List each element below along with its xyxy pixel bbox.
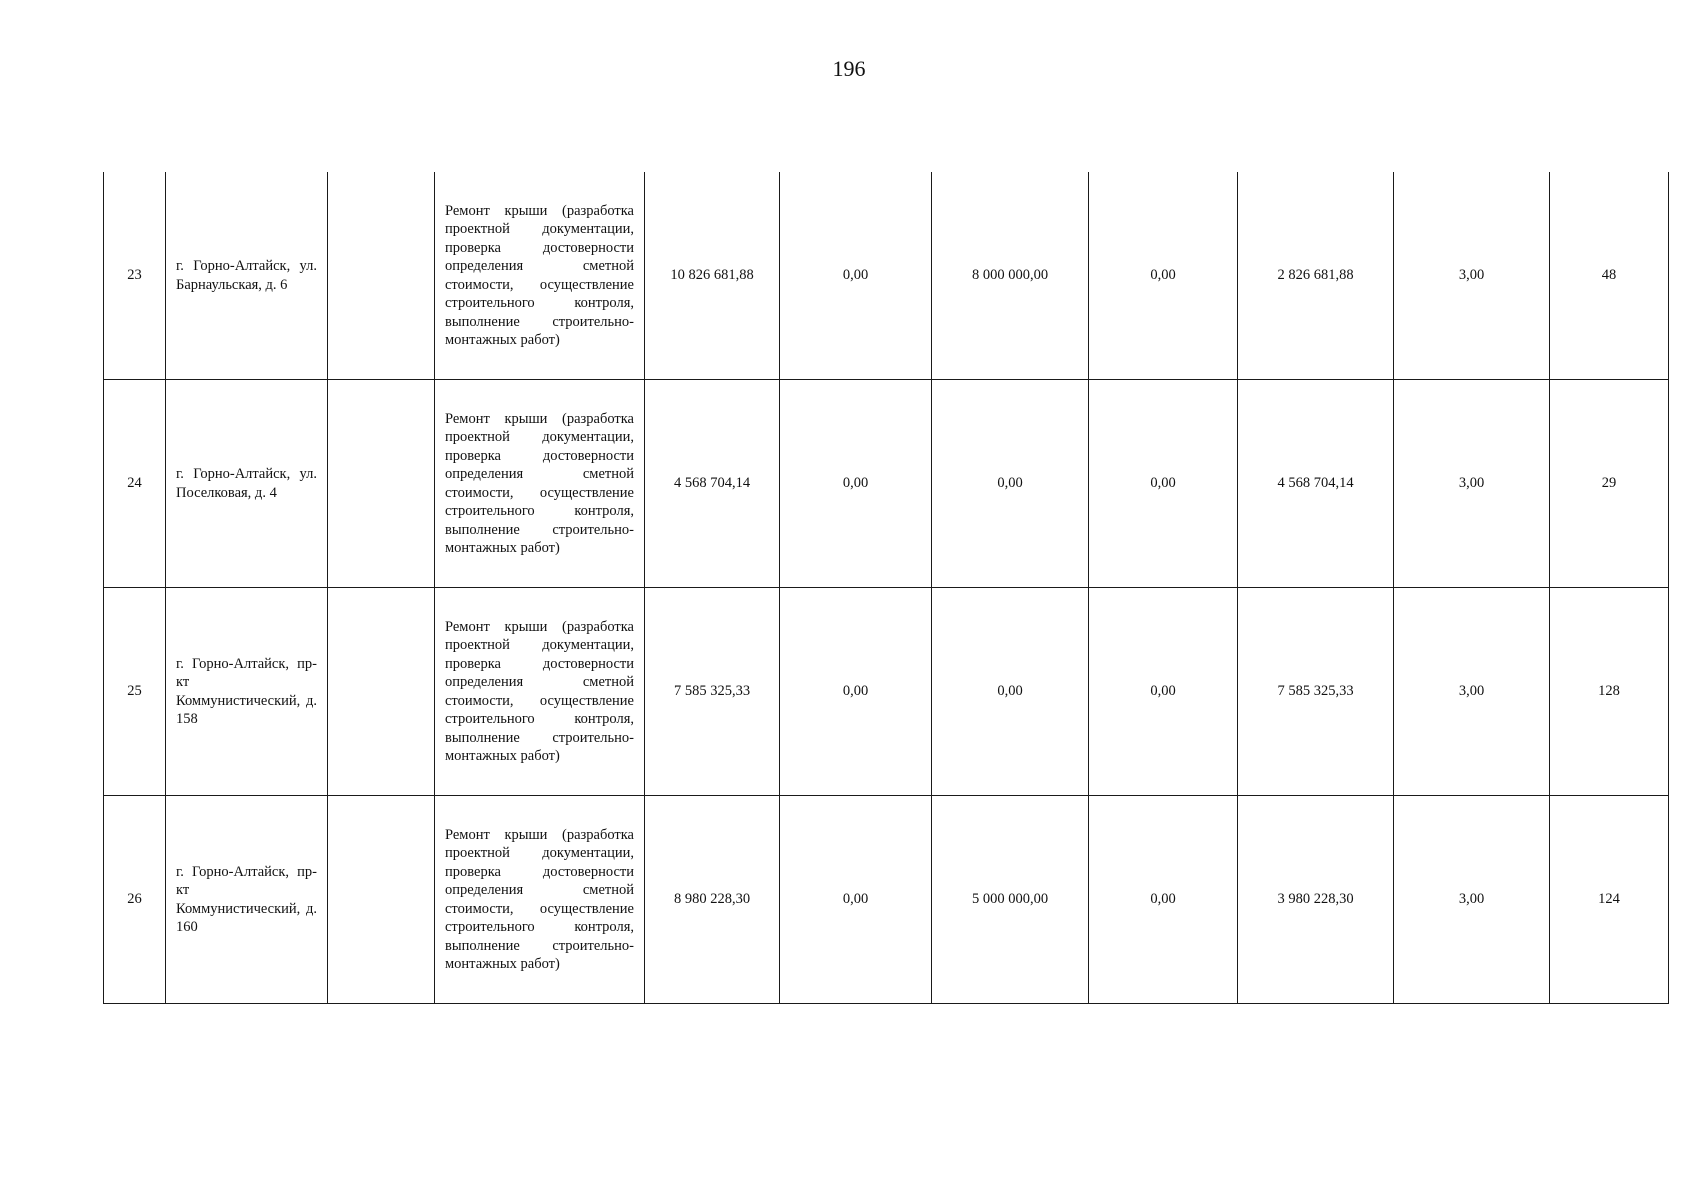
table-row bbox=[104, 172, 1669, 380]
value-cell-4: 0,00 bbox=[1089, 172, 1238, 380]
address-cell: г. Горно-Алтайск, пр-кт Коммунистический, д. 158 bbox=[166, 588, 328, 796]
empty-cell bbox=[328, 796, 435, 1004]
value-cell-2: 0,00 bbox=[780, 588, 932, 796]
value-cell-2: 0,00 bbox=[780, 380, 932, 588]
table-row bbox=[104, 588, 1669, 796]
value-cell-4: 0,00 bbox=[1089, 380, 1238, 588]
value-cell-2: 0,00 bbox=[780, 172, 932, 380]
empty-cell bbox=[328, 380, 435, 588]
empty-cell bbox=[328, 172, 435, 380]
works-table bbox=[103, 172, 1669, 1004]
table-row bbox=[104, 796, 1669, 1004]
empty-cell bbox=[328, 588, 435, 796]
value-cell-6: 3,00 bbox=[1394, 172, 1550, 380]
works-table-container bbox=[103, 172, 1669, 1004]
value-cell-6: 3,00 bbox=[1394, 380, 1550, 588]
address-cell: г. Горно-Алтайск, ул. Барнаульская, д. 6 bbox=[166, 172, 328, 380]
value-cell-5: 3 980 228,30 bbox=[1238, 796, 1394, 1004]
value-cell-4: 0,00 bbox=[1089, 796, 1238, 1004]
work-description-cell: Ремонт крыши (разработка проектной документации, проверка достоверности определения сметной стоимости, осуществление строительного контроля, выполнение строительно-монтажных работ) bbox=[435, 588, 645, 796]
work-description-cell: Ремонт крыши (разработка проектной документации, проверка достоверности определения сметной стоимости, осуществление строительного контроля, выполнение строительно-монтажных работ) bbox=[435, 380, 645, 588]
row-number-cell: 25 bbox=[104, 588, 166, 796]
value-cell-7: 29 bbox=[1550, 380, 1669, 588]
table-row bbox=[104, 380, 1669, 588]
total-cost-cell: 10 826 681,88 bbox=[645, 172, 780, 380]
total-cost-cell: 4 568 704,14 bbox=[645, 380, 780, 588]
value-cell-5: 7 585 325,33 bbox=[1238, 588, 1394, 796]
value-cell-7: 48 bbox=[1550, 172, 1669, 380]
value-cell-5: 4 568 704,14 bbox=[1238, 380, 1394, 588]
page-number: 196 bbox=[832, 56, 866, 81]
value-cell-6: 3,00 bbox=[1394, 588, 1550, 796]
address-cell: г. Горно-Алтайск, ул. Поселковая, д. 4 bbox=[166, 380, 328, 588]
row-number-cell: 26 bbox=[104, 796, 166, 1004]
value-cell-3: 0,00 bbox=[932, 588, 1089, 796]
value-cell-3: 8 000 000,00 bbox=[932, 172, 1089, 380]
row-number-cell: 23 bbox=[104, 172, 166, 380]
value-cell-5: 2 826 681,88 bbox=[1238, 172, 1394, 380]
value-cell-7: 124 bbox=[1550, 796, 1669, 1004]
value-cell-7: 128 bbox=[1550, 588, 1669, 796]
total-cost-cell: 7 585 325,33 bbox=[645, 588, 780, 796]
work-description-cell: Ремонт крыши (разработка проектной документации, проверка достоверности определения сметной стоимости, осуществление строительного контроля, выполнение строительно-монтажных работ) bbox=[435, 796, 645, 1004]
value-cell-6: 3,00 bbox=[1394, 796, 1550, 1004]
value-cell-3: 5 000 000,00 bbox=[932, 796, 1089, 1004]
work-description-cell: Ремонт крыши (разработка проектной документации, проверка достоверности определения сметной стоимости, осуществление строительного контроля, выполнение строительно-монтажных работ) bbox=[435, 172, 645, 380]
total-cost-cell: 8 980 228,30 bbox=[645, 796, 780, 1004]
address-cell: г. Горно-Алтайск, пр-кт Коммунистический, д. 160 bbox=[166, 796, 328, 1004]
value-cell-4: 0,00 bbox=[1089, 588, 1238, 796]
row-number-cell: 24 bbox=[104, 380, 166, 588]
value-cell-3: 0,00 bbox=[932, 380, 1089, 588]
value-cell-2: 0,00 bbox=[780, 796, 932, 1004]
